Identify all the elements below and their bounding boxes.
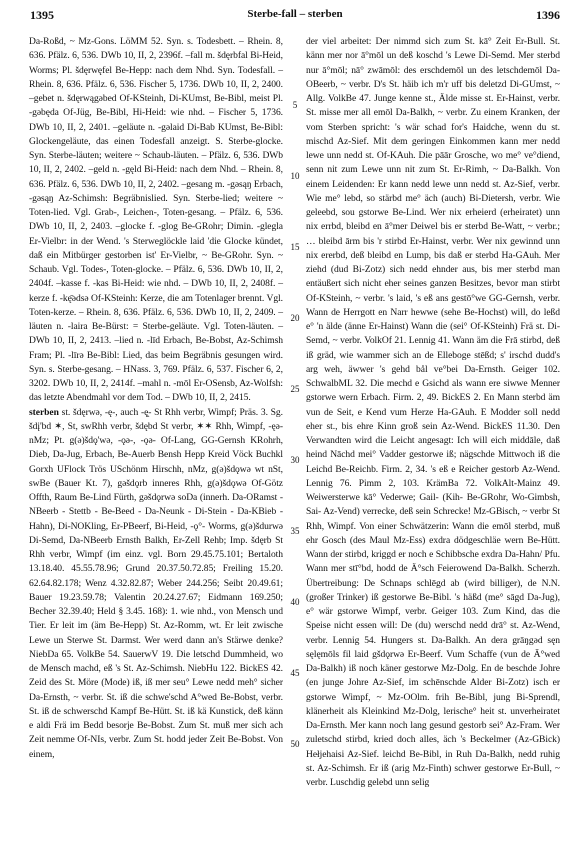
line-number: 30 — [290, 455, 300, 465]
line-number: 25 — [290, 384, 300, 394]
entry-sterben — [29, 406, 283, 762]
line-number: 5 — [292, 100, 298, 110]
page-number-left: 1395 — [30, 8, 54, 22]
line-number: 20 — [290, 313, 300, 323]
lemma-sterben: sterben — [29, 406, 59, 418]
line-number: 35 — [290, 526, 300, 536]
right-column — [306, 35, 560, 790]
line-number: 10 — [290, 171, 300, 181]
running-headword: Sterbe-fall – sterben — [247, 8, 343, 20]
page-header — [30, 8, 560, 24]
line-number: 50 — [290, 739, 300, 749]
entry-sterben-continued: der viel arbeitet: Der nimmd sich zum St. kā° Zeit Er-Bull. St. känn mer nor ā°mōl un deß koschd 's Lewe Di-Semd. Mer sterbd nur ā°mōl; nā° zwāmōl: des erschdemōl un des letschdemōl Da-OBeerb, ~ verbr. D's St. häib ich m'r uff bis deletzd Di-GUmst, ~ Allg. VolkBe 47. Junge kenne st., Älde misse st. Er-Hainst, verbr. St. misse mer all emōl Da-Balkh, ~ verbr. Zu einem Kranken, der vom Sterben spricht: 's wär schad for's Haidche, wenn du st. mischd Az-Sief. Mit dem geringen Einkommen kann mer nedd lewe unn nedd st. Of-KAuh. Die pāār Grosche, wo me° ve°diend, senn nit zum Lewe unn nit zum St. Er-Rimh, ~ Da-Balkh. Von einem Leidenden: Er kann nedd lewe unn nedd st. Az-Sief, verbr. Wie me° lebd, so stärbd me° äch (auch) Bi-Dietersh, verbr. Wie geleebd, sou gstorwe Be-Lind. Wer nix erheierd (erheiratet) unn nix errbd, bleibd en ā°mer Deiwel bis er sterbd Be-Watt, ~ verbr.; … bleibd ārm bis 'r stirbd Er-Hainst, verbr. Wer nix gewinnd unn nix ererbd, deß bleibd en Lump, bis daß er sterbd Ha-GAuh. Mer ziehd (dud Bi-Zotz) sich nedd ehnder aus, bis mer sterbd man entäußert sich nicht eher seines ganzen Besitzes, bevor man stirbt Of-KSteinh, ~ verbr. 's laid, 's eß ans gestō°we GG-Gernsh, verbr. Wann de Herrgott en Narr hewwe (sehe Be-Hochst) will, do leßd e° 'n älde (änne Er-Hainst) Wann die (sei° Of-KSteinh) Frä st. Di-Semd, ~ verbr. VolkOf 21. Lennig 41. Wann äm die Frā stirbd, deß iß gräd, wie wammer sich an de Elleboge stēßd; s' irschd dudd's arg weh, äwwer 's gehd bål ve°bei Da-Ernsth. Geiger 102. SchwalbML 32. Die mechd e Gsichd als wann ere siwwe Menner gstorwe wern Erbach. Firm. 2, 49. BickES 2. En Mann sterbd äm vun de Seit, e Kend vum Herze Ha-GAuh. E Modder soll nedd eher st., bis ehre Kinn groß sein Az-Wend. BickES 11.30. Den Verwandten wird die Leicht angesagt: Ich will eich middāle, daß heind Nāchd mei° Vadder gestorwe iß; nägschde Mittwoch iß die Leichd Be-Reichb. Firm. 2, 34. 's eß e Reicher gestorb Az-Wend. Lennig 76. Pimm 2, 103. KrämBa 72. VolkAlt-Mainz 49. Weiwersterwe kā° Vederwe; Gail- (Kih- Be-GRohr, Wo-Gimbsh, Sai- Az-Vend) verrecke, deß sein Schrecke! Mz-GBisch, ~ verbr St Rhh, Wimpf. Von einer Schwätzerin: Wann die emōl sterbd, muß ehr Gosch (des Maul Mz-Ess) exdra dödgeschläe wern Be-Hütt. Wann der stirbd, kriggd er noch e Schibbsche exdra Da-Hahn/ Pfu. Wann mer stī°bd, hodd de Ä°sch Feierowend Da-Balkh. Scherzh. Übertreibung: De Schnaps schlēgd ab (wird billiger), de N.N. (großer Trinker) iß gestorwe Be-Bibl. 's häßd (me° sāgd Da-Jug), e° wär gstorwe Wimpf, verbr. Geiger 103. Zum Kind, das die Speise nicht essen will: De (du) werschd nedd drā° st. Az-Wend, verbr. Lennig 54. Hungers st. Da-Balkh. An dera grāŋgəd sęn sęlęmōls fil laid gšdǫrwə Er-Beerf. Vum Schaffe (vun de Ā°wed Da-Balkh) iß noch käner gestorwe Mz-Dolg. En de beschde Johre (en junge Johre Az-Sief, im schēnschde Alder Bi-Zotz) isch er gstorwe Wimpf, ~ Mz-OOlm. frih Be-Bibl, jung Bi-Sprendl, klänerheit als Kleinkind Mz-Dolg, lerische° heit st. unverheiratet Da-Ernsth. Mer kann noch lang gesund gestorb sei° Az-Fram. Wer zuletschd stirbd, kried doch alles, äch 's Beckelmer (Az-GBick) Hełjehaisi Az-Sief. leichd Be-Bibl, in Ruh Da-Balkh, nedd ruhig st. Az-Schimsh. Er iß (arig Mz-Finth) schwer gestorwe Er-Bull, ~ verbr. Luschdig gelebd unn selig — [306, 36, 560, 788]
line-number: 15 — [290, 242, 300, 252]
line-number: 40 — [290, 597, 300, 607]
line-number: 45 — [290, 668, 300, 678]
page-number-right: 1396 — [536, 8, 560, 22]
entry-sterben-body: st. šdęrwə, -ę-, auch -ę̨- St Rhh verbr, Wimpf; Präs. 3. Sg. šdį'bd ✶, St, swRhh verbr, šdębd St verbr, ✶✶ Rhh, Wimpf, -ęə- nMz; Pt. g(ə)šdǫ'wə, -ǫə-, -ǫə- Of-Lang, GG-Gernsh KRohrh, Dieb, Da-Jug, Erbach, Be-Auerb Bensh Hepp Kreid Vöck Buchkl Gorxh UFlock Trös USchönm Hirschh, nMz, g(ə)šdǫwə wt nSt, swBe (Bauer Kt. 7), gəšdǫrb inneres Rhh, g(ə)šdǫwə Of-Götz Offth, Raum Be-Lind Fürth, gəšdǫrwə soDa (innerh. Da-ORamst - NBeerb - Stettb - Be-Beed - Da-Neunk - Di-Stein - Da-KBieb - Hahn), Di-NOKling, Er-PBeerf, Bi-Heid, -ǫ°- Worms, g(ə)šdurwə Di-Semd, Da-NBeerb Ernsth Balkh, Er-Zell Rehb; Imp. šdęrb St Rhh verbr, Wimpf (im einz. vgl. Born 29.45.75.101; Bertaloth 13.18.40. 45.55.78.96; Grund 20.37.50.72.85; Freiling 15.20. 62.64.82.178; Wenz 4.32.82.87; Weber 244.256; Seibt 20.49.61; Bauer 19.23.59.78; Valentin 20.24.27.67; Eidmann 169.250; Becher 32.39.40; Held § 3.45. 168): 1. wie nhd., von Mensch und Tier. Er leit im (äm Be-Hepp) St. Az-Romm, wt. Er leit zwische Lewe un Sterwe St. Darmst. Wer werd dann an's Stärwe denke? NiebDa 65. VolkBe 54. SauerwV 19. Die letschd Dummheid, wo de Mensch machd, eß 's St. Az-Schimsh. NiebHu 122. BickES 42. Zeid des St. Möre (Mode) iß, iß mer seu° Lewe nedd meh° sicher Da-Ernsth, ~ verbr. St. iß die schwe'schd A°wed Be-Bobst, verbr. St. iß de schwerschd Kampf Be-Hütt. St. iß kä Kunstick, deß känn e aldi Frä im Bedd besorje Be-Bobst. Zum St. muß mer sich ach Zeit nemme Of-NIs, verbr. Zum St. hodd jeder Zeit Be-Bobst. Von einem, — [29, 406, 283, 760]
left-column — [29, 35, 283, 762]
entry-sterbe-compounds: Da-Roßd, ~ Mz-Gons. LöMM 52. Syn. s. Todesbett. – Rhein. 8, 636. Pfälz. 6, 536. DWb 10, II, 2, 2396f. –fall m. šdęrbfal Bi-Heid, Worms; Pl. šdęrwęfel Be-Hepp: nach dem Nhd. Syn. Todesfall. – Rhein. 8, 636. Pfälz. 6, 536. Fischer 5, 1736. DWb 10, II, 2, 2400. –gebet n. šdęrwągəbed Of-KSteinh, Di-KUmst, Be-Bibl, meist Pl. -gəbęda Of-Jüg, Be-Bibl, Hi-Heid: wie nhd. – Fischer 5, 1736. DWb 10, II, 2, 2401. –geläute n. -gəlaid Di-Bab KUmst, Be-Bibl: Glockengeläute, das einen Todesfall anzeigt. S. Sterbe-glocke. Syn. Sterbe-läuten; weitere ~ Schaub-läuten. – Pfälz. 6, 536. DWb 10, II, 2, 2402. –geld n. -gęld Bi-Heid: nach dem Nhd. – Rhein. 8, 636. Pfälz. 6, 536. DWb 10, II, 2, 2402. –gesang m. -gəsąŋ Erbach, -gəsąŋ Az-Schimsh: Begräbnislied. Syn. Sterbe-lied; weitere ~ Toten-lied. Vgl. Grab-, Leichen-, Toten-gesang. – Pfälz. 6, 536. DWb 10, II, 2, 2403. –glocke f. -glog Be-GRohr; Dimin. -glegla Er-Vielbr: in der Wend. 's Sterweglöckle laid 'die Glocke kündet, daß ein Mitbürger gestorben ist' Er-Vielbr, ~ Be-GRohr. Syn. ~ Schaub. Vgl. Todes-, Toten-glocke. – Pfälz. 6, 536. DWb 10, II, 2, 2404f. –kasse f. -kas Bi-Heid: wie nhd. – DWb 10, II, 2, 2408f. –kerze f. -kę̄ədsə Of-KSteinh: Kerze, die am Totenlager brennt. Vgl. Toten-kerze. – Rhein. 8, 636. Pfälz. 6, 536. DWb 10, II, 2, 2409. –läuten n. -laira Be-Bürst: = Sterbe-geläute. Vgl. Toten-läuten. – DWb 10, II, 2, 2413. –lied n. -līd Erbach, Be-Bobst, Az-Schimsh Fram; Pl. -līrə Be-Bibl: Lied, das beim Begräbnis gesungen wird. Syn. s. Sterbe-gesang. – HNass. 3, 769. Pfälz. 6, 537. Fischer 6, 2, 3202. DWb 10, II, 2, 2414f. –mahl n. -mōl Er-OSensb, Az-Wolfsh: das letzte Abendmahl vor dem Tod. – DWb 10, II, 2, 2415. — [29, 36, 283, 404]
